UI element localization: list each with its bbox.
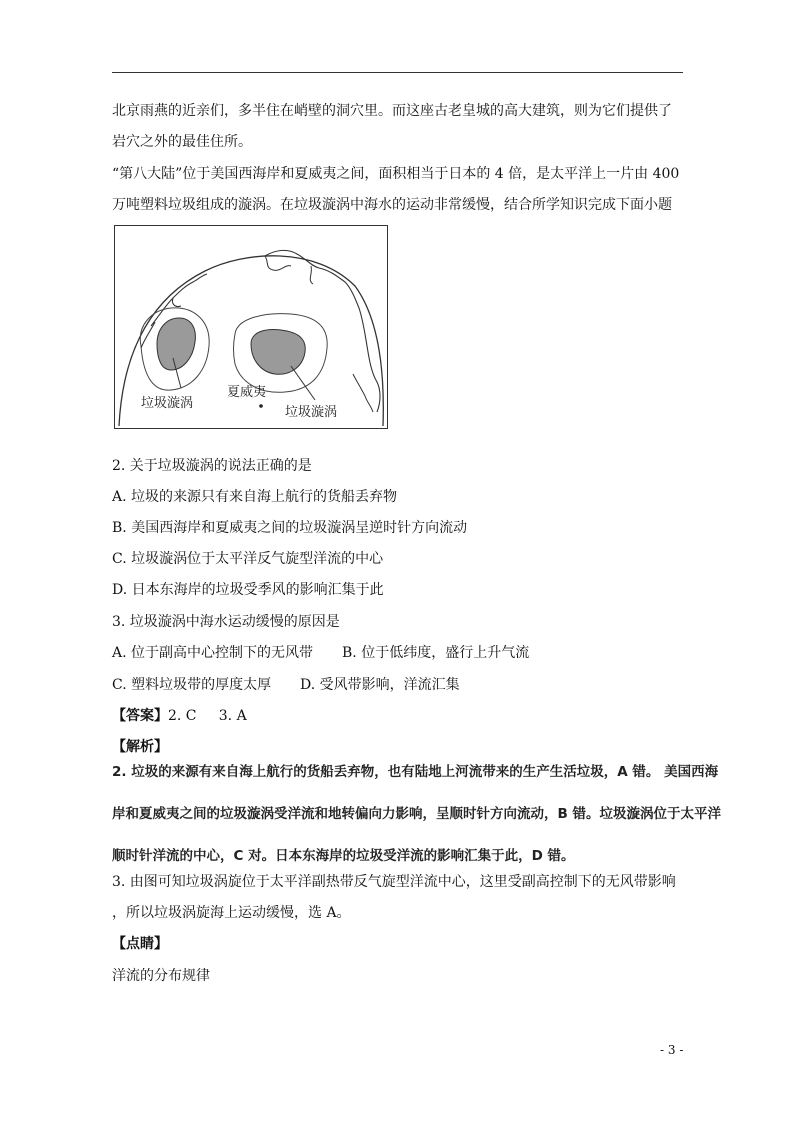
garbage-patch-map — [114, 225, 388, 429]
answer-label: 【答案】 — [112, 708, 168, 724]
analysis-label: 【解析】 — [112, 739, 168, 755]
q2-option-b: B. 美国西海岸和夏威夷之间的垃圾漩涡呈逆时针方向流动 — [112, 520, 468, 536]
q2-stem: 2. 关于垃圾漩涡的说法正确的是 — [112, 458, 312, 474]
passage-line-2: 万吨塑料垃圾组成的漩涡。在垃圾漩涡中海水的运动非常缓慢，结合所学知识完成下面小题 — [112, 197, 672, 213]
q2-option-a: A. 垃圾的来源只有来自海上航行的货船丢弃物 — [112, 489, 398, 505]
header-rule — [112, 72, 683, 73]
q3-option-c: C. 塑料垃圾带的厚度太厚 — [112, 677, 272, 693]
point-text: 洋流的分布规律 — [112, 968, 210, 984]
q3-option-b: B. 位于低纬度，盛行上升气流 — [342, 645, 530, 661]
hawaii-label: 夏威夷 — [227, 385, 267, 400]
intro-line-2: 岩穴之外的最佳住所。 — [112, 134, 252, 150]
q2-option-c: C. 垃圾漩涡位于太平洋反气旋型洋流的中心 — [112, 551, 384, 567]
q3-option-d: D. 受风带影响，洋流汇集 — [300, 677, 460, 693]
analysis-q2-line-2: 岸和夏威夷之间的垃圾漩涡受洋流和地转偏向力影响，呈顺时针方向流动，B 错。垃圾漩涡位于太平洋 — [112, 806, 721, 822]
passage-line-1: “第八大陆”位于美国西海岸和夏威夷之间，面积相当于日本的 4 倍，是太平洋上一片由 400 — [112, 166, 680, 182]
point-label: 【点睛】 — [112, 936, 168, 952]
q2-option-d: D. 日本东海岸的垃圾受季风的影响汇集于此 — [112, 582, 384, 598]
analysis-q3-line-2: ，所以垃圾涡旋海上运动缓慢，选 A。 — [112, 905, 351, 921]
page-number: - 3 - — [660, 1043, 684, 1057]
baja-coast — [353, 374, 373, 412]
analysis-q2-line-1: 2. 垃圾的来源有来自海上航行的货船丢弃物，也有陆地上河流带来的生产生活垃圾，A 错。 美国西海 — [112, 764, 719, 780]
analysis-q2-line-3: 顺时针洋流的中心，C 对。日本东海岸的垃圾受洋流的影响汇集于此，D 错。 — [112, 848, 575, 864]
q3-option-a: A. 位于副高中心控制下的无风带 — [112, 645, 314, 661]
analysis-q3-line-1: 3. 由图可知垃圾涡旋位于太平洋副热带反气旋型洋流中心，这里受副高控制下的无风带影响 — [112, 874, 676, 890]
hawaii-marker — [259, 404, 263, 408]
answer-text: 2. C 3. A — [168, 708, 247, 724]
intro-line-1: 北京雨燕的近亲们，多半住在峭壁的洞穴里。而这座古老皇城的高大建筑，则为它们提供了 — [112, 103, 672, 119]
left-garbage-patch — [157, 318, 195, 370]
q3-stem: 3. 垃圾漩涡中海水运动缓慢的原因是 — [112, 614, 340, 630]
right-patch-label: 垃圾漩涡 — [285, 405, 338, 420]
left-patch-label: 垃圾漩涡 — [141, 396, 194, 411]
answer-line — [112, 706, 247, 726]
right-garbage-patch — [251, 330, 305, 375]
